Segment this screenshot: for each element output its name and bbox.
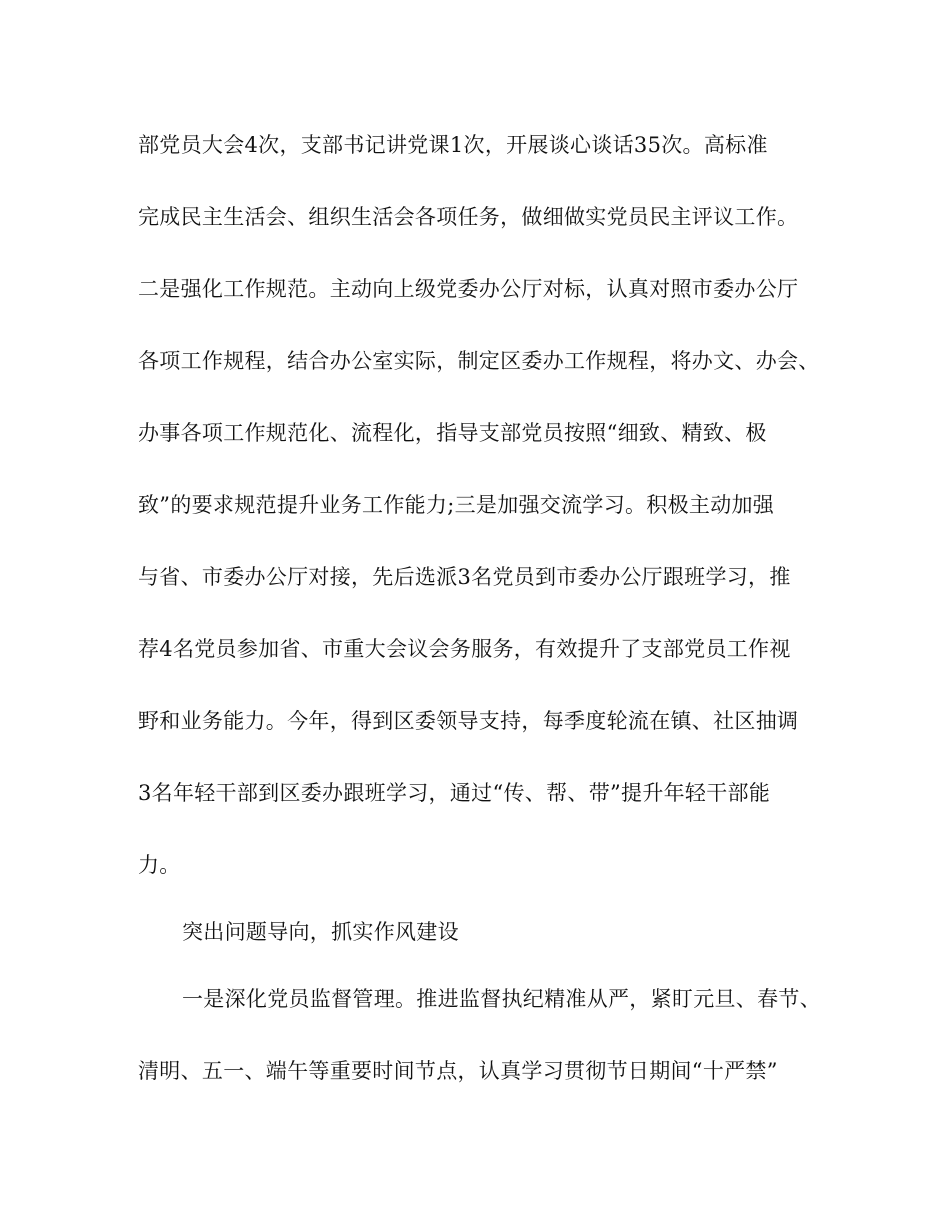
paragraph-line: 完成民主生活会、组织生活会各项任务，做细做实党员民主评议工作。 — [138, 205, 799, 229]
paragraph-line: 办事各项工作规范化、流程化，指导支部党员按照“细致、精致、极 — [138, 421, 767, 445]
section-heading: 突出问题导向，抓实作风建设 — [182, 920, 459, 944]
paragraph-line: 与省、市委办公厅对接，先后选派3名党员到市委办公厅跟班学习，推 — [138, 565, 791, 589]
paragraph-line: 清明、五一、端午等重要时间节点，认真学习贯彻节日期间“十严禁” — [138, 1059, 778, 1083]
paragraph-line: 致”的要求规范提升业务工作能力;三是加强交流学习。积极主动加强 — [138, 493, 775, 517]
paragraph-line: 一是深化党员监督管理。推进监督执纪精准从严，紧盯元旦、春节、 — [182, 987, 821, 1011]
paragraph-line: 野和业务能力。今年，得到区委领导支持，每季度轮流在镇、社区抽调 — [138, 709, 799, 733]
paragraph-line: 3名年轻干部到区委办跟班学习，通过“传、帮、带”提升年轻干部能 — [138, 781, 771, 805]
paragraph-line: 各项工作规程，结合办公室实际，制定区委办工作规程，将办文、办会、 — [138, 349, 820, 373]
paragraph-line: 二是强化工作规范。主动向上级党委办公厅对标，认真对照市委办公厅 — [138, 277, 799, 301]
paragraph-line: 力。 — [138, 853, 181, 877]
paragraph-line: 荐4名党员参加省、市重大会议会务服务，有效提升了支部党员工作视 — [138, 637, 791, 661]
paragraph-line: 部党员大会4次，支部书记讲党课1次，开展谈心谈话35次。高标准 — [138, 133, 768, 157]
